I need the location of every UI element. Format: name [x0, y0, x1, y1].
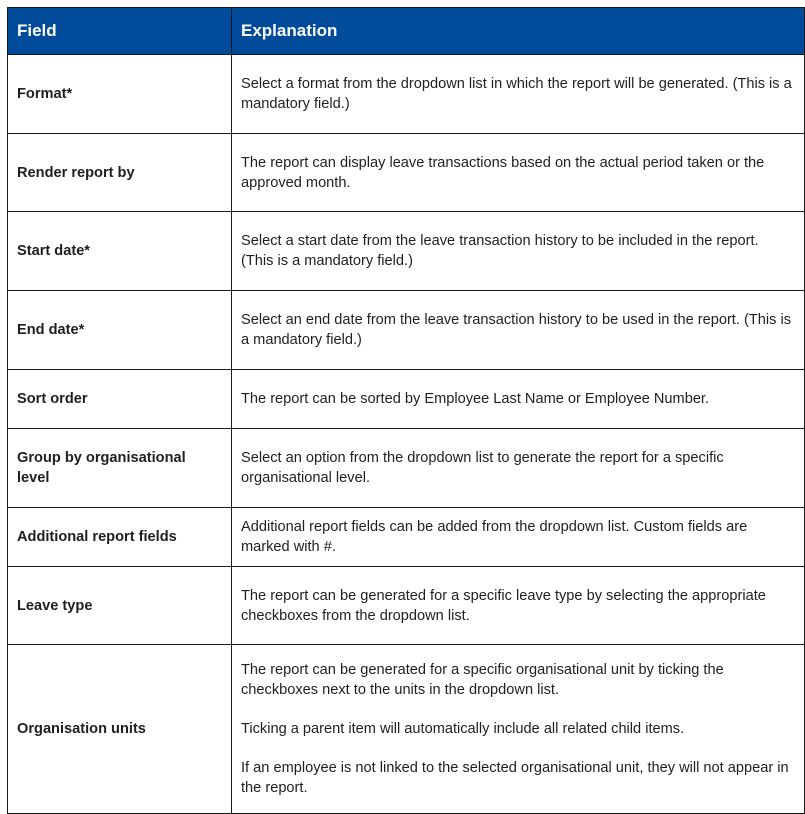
field-explanation	[232, 212, 805, 291]
field-name: Format*	[8, 55, 232, 134]
table-row	[8, 134, 805, 212]
field-explanation-table	[7, 7, 805, 814]
explanation-text: Ticking a parent item will automatically include all related child items.	[241, 721, 685, 737]
explanation-text: Select an end date from the leave transaction history to be used in the report. (This is a mandatory field.)	[241, 312, 791, 348]
table-row	[8, 212, 805, 291]
explanation-text: Select an option from the dropdown list to generate the report for a specific organisational level.	[241, 450, 724, 486]
field-name: End date*	[8, 291, 232, 370]
field-name: Render report by	[8, 134, 232, 212]
field-explanation	[232, 291, 805, 370]
header-field: Field	[8, 8, 232, 55]
field-explanation	[232, 508, 805, 567]
field-name: Leave type	[8, 567, 232, 645]
field-explanation	[232, 645, 805, 814]
explanation-text: Additional report fields can be added from the dropdown list. Custom fields are marked with #.	[241, 519, 748, 555]
table-row	[8, 429, 805, 508]
table-row	[8, 55, 805, 134]
header-explanation: Explanation	[232, 8, 805, 55]
table-row	[8, 567, 805, 645]
explanation-text: The report can be generated for a specific leave type by selecting the appropriate checkboxes from the dropdown list.	[241, 587, 766, 624]
explanation-text: Select a start date from the leave transaction history to be included in the report. (This is a mandatory field.)	[241, 233, 759, 269]
explanation-text: The report can be sorted by Employee Last Name or Employee Number.	[241, 391, 710, 407]
table-row	[8, 645, 805, 814]
field-explanation	[232, 567, 805, 645]
field-name: Start date*	[8, 212, 232, 291]
table-row	[8, 508, 805, 567]
explanation-text: If an employee is not linked to the selected organisational unit, they will not appear in the report.	[241, 760, 789, 796]
field-name: Group by organisational level	[8, 429, 232, 508]
table-header-row	[8, 8, 805, 55]
explanation-text: The report can be generated for a specific organisational unit by ticking the checkboxes next to the units in the dropdown list.	[241, 662, 724, 698]
explanation-text: Select a format from the dropdown list in which the report will be generated. (This is a mandatory field.)	[241, 76, 792, 112]
table-row	[8, 370, 805, 429]
field-name: Sort order	[8, 370, 232, 429]
field-name: Organisation units	[8, 645, 232, 814]
field-name: Additional report fields	[8, 508, 232, 567]
explanation-text: The report can display leave transactions based on the actual period taken or the approved month.	[241, 154, 765, 191]
field-explanation	[232, 370, 805, 429]
field-explanation	[232, 134, 805, 212]
field-explanation	[232, 55, 805, 134]
table-row	[8, 291, 805, 370]
field-explanation	[232, 429, 805, 508]
